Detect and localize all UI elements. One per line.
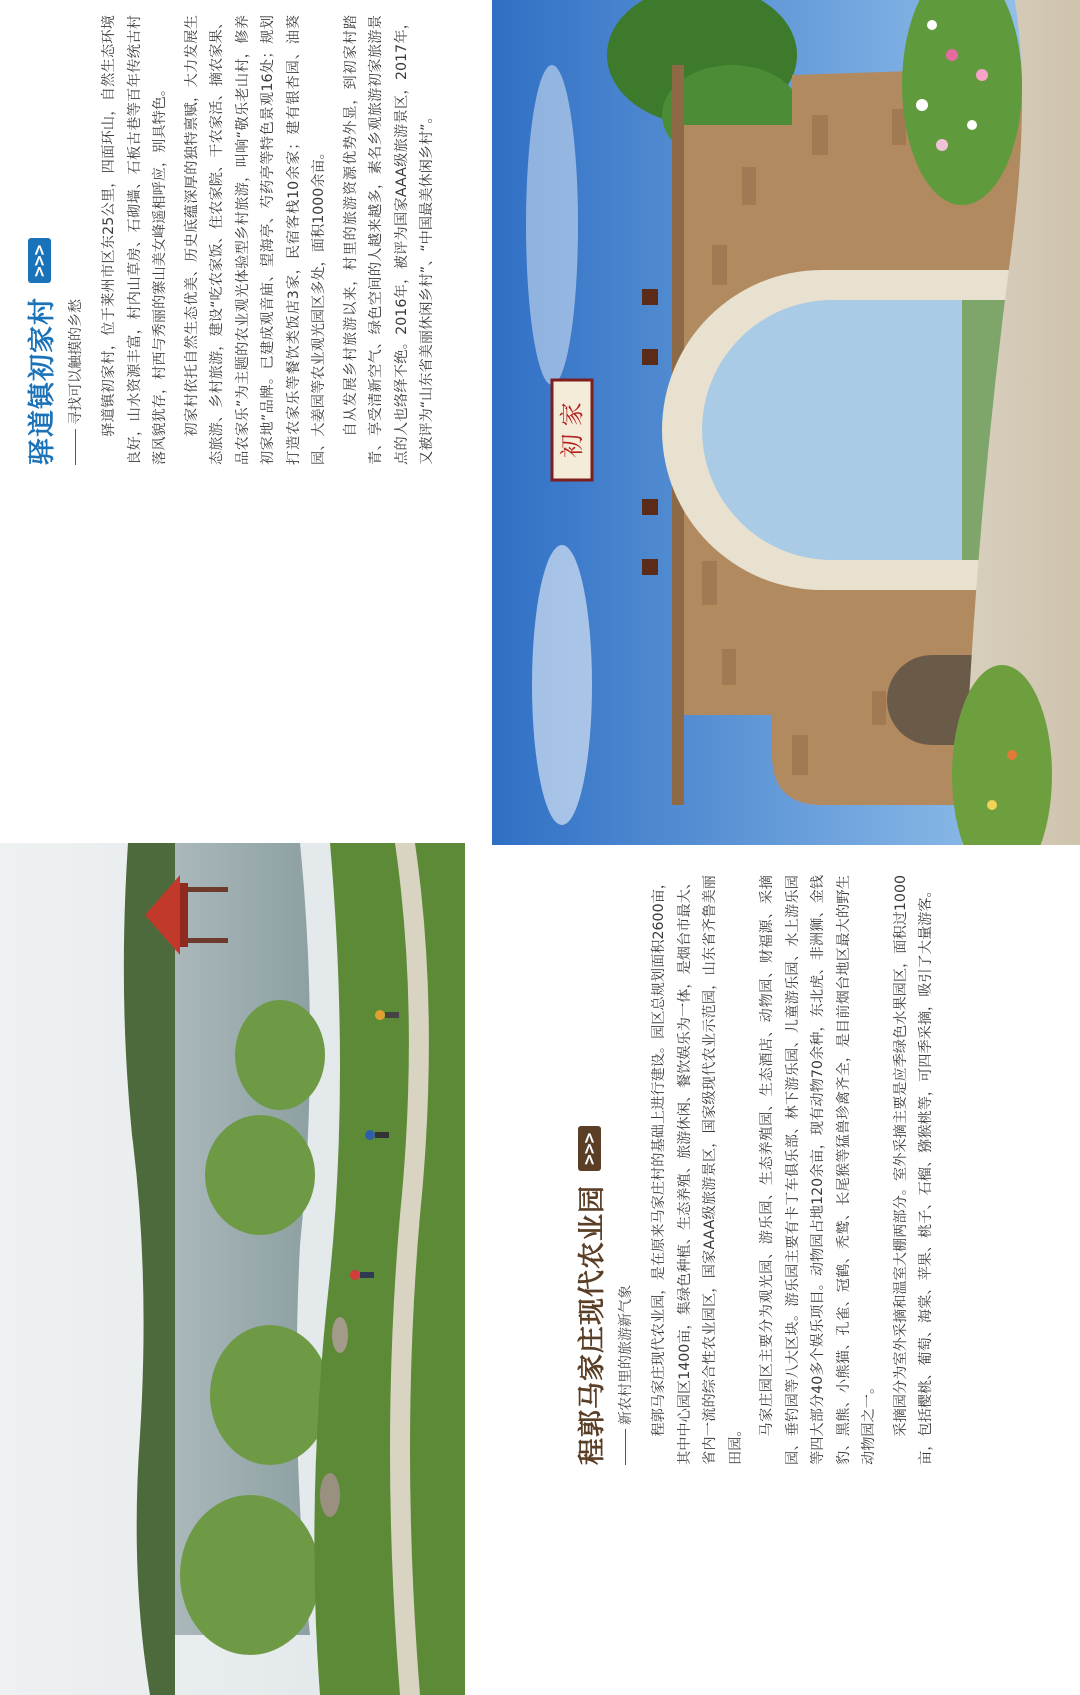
- gate-sign-text: 初 家: [558, 402, 586, 458]
- majiazhuang-subtitle: [615, 875, 635, 1465]
- chujia-arrow-icon: >>>: [28, 238, 51, 283]
- chujia-title-row: [20, 15, 59, 465]
- chujia-paragraph: 初家村依托自然生态优美、历史底蕴深厚的独特禀赋，大力发展生态旅游、乡村旅游，建设“吃农家饭、住农家院、干农家活、摘农家果、品农家乐”为主题的农业观光体验型乡村旅游，叫响“敬乐老山村，修养初家地”品牌。已建成观音庙、望海亭、芍药亭等特色景观16处；规划打造农家乐等餐饮类饭店3家，民宿客栈10余家；建有银杏园、油葵园、大姜园等农业观光园区多处，面积1000余亩。: [183, 15, 327, 465]
- chujia-subtitle-text: 寻找可以触摸的乡愁: [68, 299, 84, 425]
- majiazhuang-paragraph: 程郭马家庄现代农业园，是在原来马家庄村的基础上进行建设。园区总规划面积2600亩，其中中心园区1400亩，集绿色种植、生态养殖、旅游休闲、餐饮娱乐为一体，是烟台市最大、省内一流的综合性农业园区，国家AAA级旅游景区，国家级现代农业示范园，山东省齐鲁美丽田园。: [651, 875, 744, 1465]
- lakeside-park-photo: [0, 843, 465, 1695]
- chujia-subtitle: [65, 15, 85, 465]
- chujia-paragraph: 自从发展乡村旅游以来，村里的旅游资源优势外显，到初家村踏青、享受清新空气、绿色空间的人越来越多，素名乡观旅游初家旅游景点的人也络绎不绝。2016年，被评为国家AAA级旅游景区，2017年，又被评为“山东省美丽休闲乡村”、“中国最美休闲乡村”。: [342, 15, 435, 465]
- chujia-article: [20, 15, 447, 465]
- subtitle-dash: [75, 429, 76, 465]
- lakeside-park-illustration: [0, 843, 465, 1695]
- subtitle-dash: [625, 1429, 626, 1465]
- chujia-paragraph: 驿道镇初家村，位于莱州市区东25公里，四面环山，自然生态环境良好，山水资源丰富，村内山草房、石砌墙、石板古巷等百年传统古村落风貌犹存，村西与秀丽的寨山美女峰遥相呼应，别具特色。: [101, 15, 168, 465]
- chujia-title: 驿道镇初家村: [27, 297, 58, 465]
- majiazhuang-paragraph: 马家庄园区主要分为观光园、游乐园、生态养殖园、生态酒店、动物园、财福源、采摘园、垂钓园等八大区块。游乐园主要有卡丁车俱乐部、林下游乐园、儿童游乐园、水上游乐园等四大部分40多个娱乐项目。动物园占地120余亩，现有动物70余种，东北虎、非洲狮、金钱豹、黑熊、小熊猫、孔雀、冠鹤、秃鹫、长尾猴等猛兽珍禽齐全，是目前烟台地区最大的野生动物园之一。: [759, 875, 877, 1465]
- majiazhuang-paragraph: 采摘园分为室外采摘和温室大棚两部分。室外采摘主要是应季绿色水果园区，面积过1000亩，包括樱桃、葡萄、海棠、苹果、桃子、石榴、猕猴桃等，可四季采摘，吸引了大量游客。: [892, 875, 934, 1465]
- majiazhuang-title-row: [570, 875, 609, 1465]
- majiazhuang-subtitle-text: 新农村里的旅游新气象: [618, 1285, 634, 1425]
- majiazhuang-article: [570, 875, 946, 1465]
- majiazhuang-arrow-icon: >>>: [578, 1126, 601, 1171]
- chujia-gate-illustration: [492, 0, 1080, 845]
- majiazhuang-title: 程郭马家庄现代农业园: [577, 1185, 608, 1465]
- chujia-gate-photo: [492, 0, 1080, 845]
